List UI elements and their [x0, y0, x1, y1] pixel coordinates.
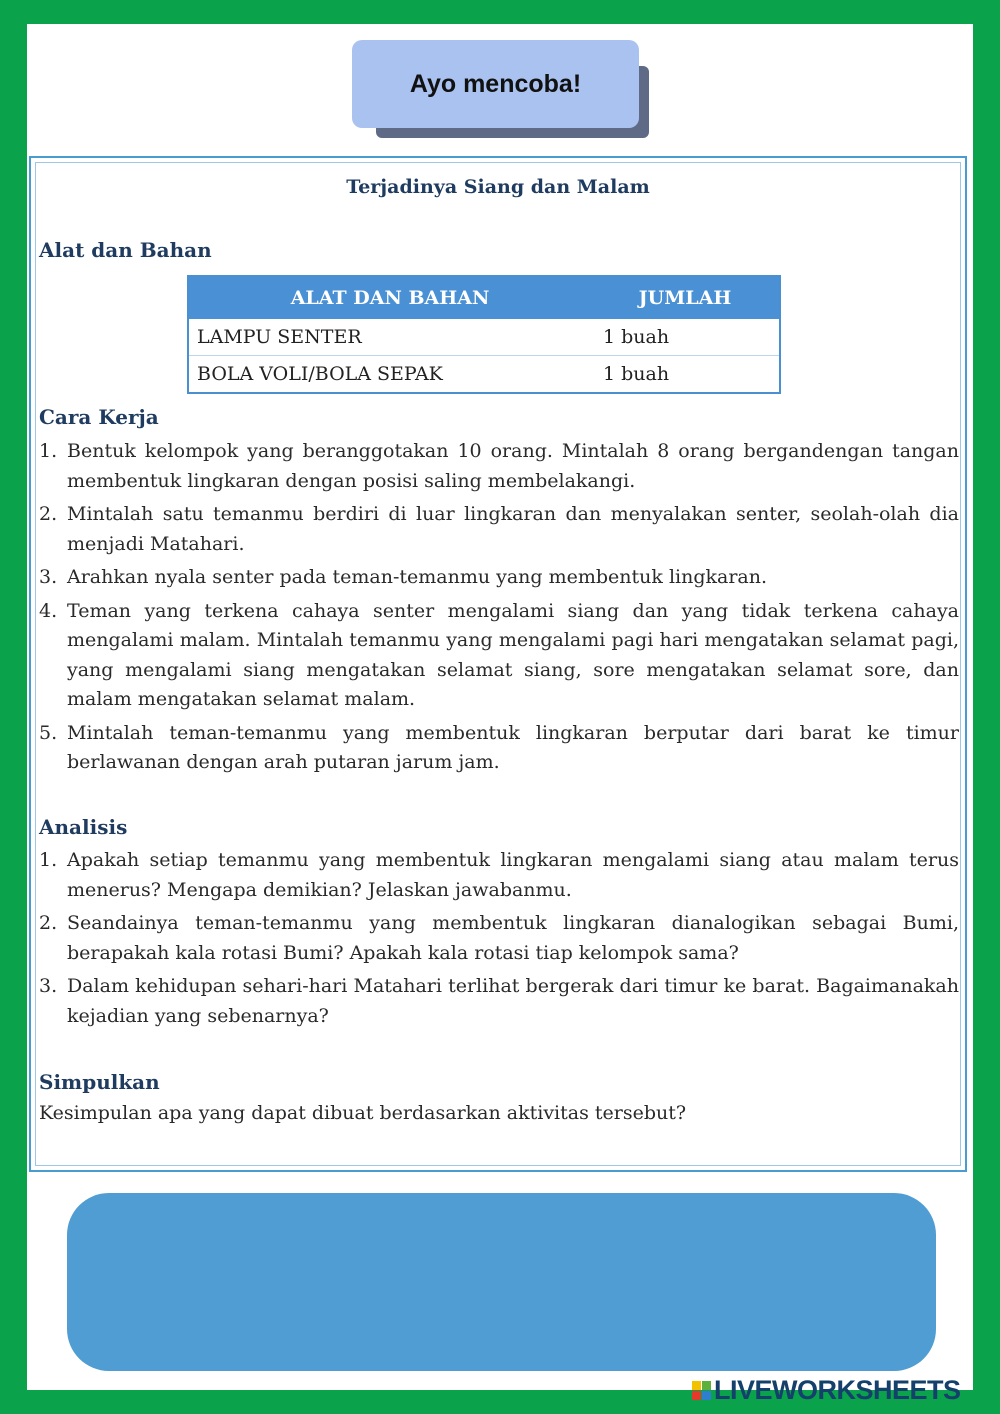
column-header-material: ALAT DAN BAHAN [188, 276, 591, 319]
column-header-quantity: JUMLAH [591, 276, 780, 319]
table-row [188, 356, 780, 394]
list-item: 4. Teman yang terkena cahaya senter mengalami siang dan yang tidak terkena cahaya mengalami malam. Mintalah temanmu yang mengalami pagi hari mengatakan selamat pagi, yang mengalami siang mengatakan selamat siang, sore mengatakan selamat sore, dan malam mengatakan selamat malam. [39, 597, 959, 715]
activity-title: Terjadinya Siang dan Malam [346, 176, 650, 198]
materials-table-header [188, 276, 780, 319]
list-item: 1. Bentuk kelompok yang beranggotakan 10 orang. Mintalah 8 orang bergandengan tangan membentuk lingkaran dengan posisi saling membelakangi. [39, 437, 959, 496]
analysis-list [39, 846, 959, 1035]
list-item: 3. Arahkan nyala senter pada teman-temanmu yang membentuk lingkaran. [39, 563, 959, 593]
procedure-step-text: Bentuk kelompok yang beranggotakan 10 orang. Mintalah 8 orang bergandengan tangan membentuk lingkaran dengan posisi saling membelakangi. [67, 440, 959, 492]
procedure-step-text: Mintalah satu temanmu berdiri di luar lingkaran dan menyalakan senter, seolah-olah dia menjadi Matahari. [67, 503, 959, 555]
procedure-step-text: Teman yang terkena cahaya senter mengalami siang dan yang tidak terkena cahaya mengalami malam. Mintalah temanmu yang mengalami pagi hari mengatakan selamat pagi, yang mengalami siang mengatakan selamat siang, sore mengatakan selamat sore, dan malam mengatakan selamat malam. [67, 599, 959, 710]
materials-heading: Alat dan Bahan [39, 238, 212, 262]
analysis-question-text: Dalam kehidupan sehari-hari Matahari terlihat bergerak dari timur ke barat. Bagaimanakah kejadian yang sebenarnya? [67, 975, 959, 1027]
procedure-step-text: Mintalah teman-temanmu yang membentuk lingkaran berputar dari barat ke timur berlawanan dengan arah putaran jarum jam. [67, 721, 959, 773]
answer-input-box[interactable] [67, 1193, 936, 1371]
material-quantity: 1 buah [603, 363, 670, 385]
list-item: 5. Mintalah teman-temanmu yang membentuk lingkaran berputar dari barat ke timur berlawanan dengan arah putaran jarum jam. [39, 719, 959, 778]
table-row [188, 319, 780, 356]
conclusion-heading: Simpulkan [39, 1070, 160, 1094]
page-title: Ayo mencoba! [409, 69, 582, 98]
procedure-heading: Cara Kerja [39, 405, 159, 429]
brand-text: LIVEWORKSHEETS [714, 1374, 961, 1405]
procedure-list [39, 437, 959, 782]
procedure-step-text: Arahkan nyala senter pada teman-temanmu yang membentuk lingkaran. [67, 566, 768, 588]
list-item: 2. Mintalah satu temanmu berdiri di luar lingkaran dan menyalakan senter, seolah-olah dia menjadi Matahari. [39, 500, 959, 559]
title-card [352, 40, 639, 128]
material-name: BOLA VOLI/BOLA SEPAK [197, 363, 443, 385]
list-item: 2. Seandainya teman-temanmu yang membentuk lingkaran dianalogikan sebagai Bumi, berapakah kala rotasi Bumi? Apakah kala rotasi tiap kelompok sama? [39, 909, 959, 968]
list-item: 1. Apakah setiap temanmu yang membentuk lingkaran mengalami siang atau malam terus menerus? Mengapa demikian? Jelaskan jawabanmu. [39, 846, 959, 905]
analysis-question-text: Apakah setiap temanmu yang membentuk lingkaran mengalami siang atau malam terus menerus? Mengapa demikian? Jelaskan jawabanmu. [67, 849, 959, 901]
liveworksheets-logo-icon [692, 1381, 711, 1400]
analysis-question-text: Seandainya teman-temanmu yang membentuk lingkaran dianalogikan sebagai Bumi, berapakah kala rotasi Bumi? Apakah kala rotasi tiap kelompok sama? [67, 912, 959, 964]
activity-sheet [29, 156, 967, 1172]
conclusion-question: Kesimpulan apa yang dapat dibuat berdasarkan aktivitas tersebut? [39, 1102, 687, 1124]
materials-table [187, 275, 781, 394]
liveworksheets-brand [692, 1375, 961, 1405]
list-item: 3. Dalam kehidupan sehari-hari Matahari terlihat bergerak dari timur ke barat. Bagaimanakah kejadian yang sebenarnya? [39, 972, 959, 1031]
analysis-heading: Analisis [39, 815, 128, 839]
material-name: LAMPU SENTER [188, 319, 591, 356]
material-quantity: 1 buah [591, 319, 780, 356]
